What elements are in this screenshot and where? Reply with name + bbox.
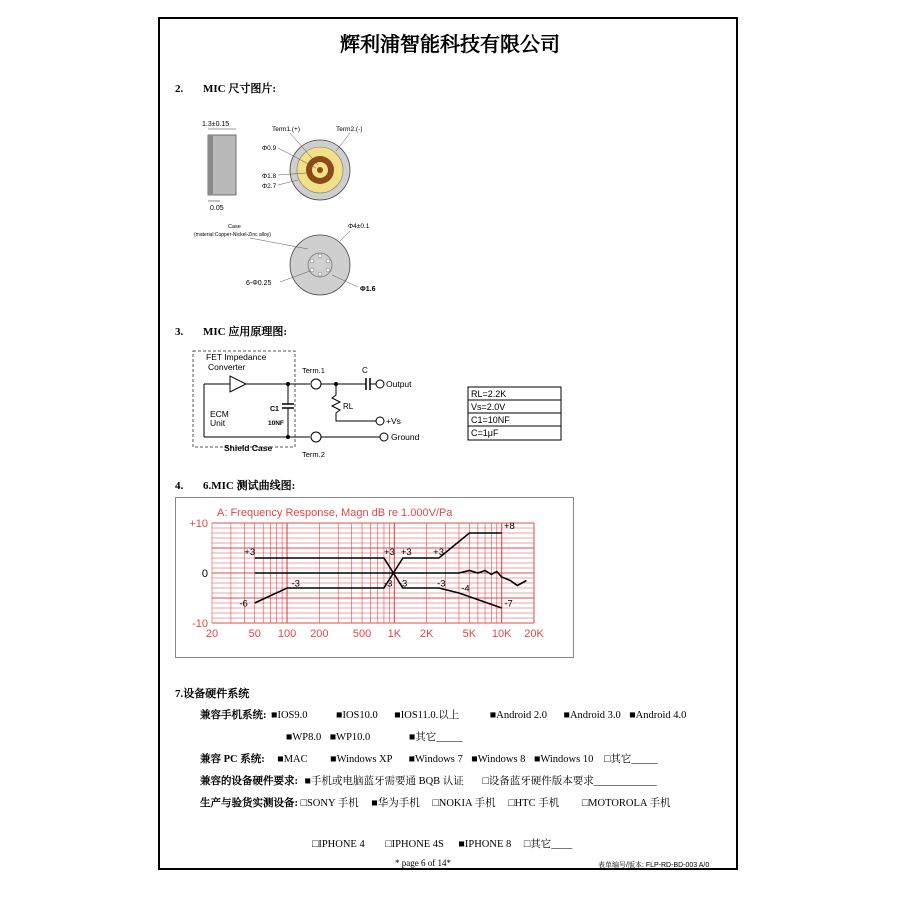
cap-c-label: C [362, 366, 368, 375]
chart-annotation: +3 [244, 547, 256, 558]
term2-label: Term.2 [302, 450, 325, 459]
c1-value: 10NF [268, 420, 284, 427]
pc-system-row [200, 751, 730, 766]
spec-row: C=1μF [471, 428, 499, 438]
spec-table [468, 387, 561, 440]
chart-annotation: -4 [461, 583, 470, 595]
option: □NOKIA 手机 [432, 798, 496, 809]
phi-outer: Φ4±0.1 [348, 223, 370, 230]
y-tick-label: +10 [189, 518, 208, 530]
section-title: MIC 应用原理图: [203, 326, 288, 338]
phi-16: Φ1.6 [360, 286, 376, 293]
chart-annotation: -6 [239, 598, 248, 610]
y-tick-label: -10 [192, 618, 208, 630]
option: ■Android 2.0 [489, 710, 547, 721]
x-tick-label: 50 [248, 628, 261, 640]
option: ■Windows 7 [408, 754, 463, 765]
term1-label: Term.1 [302, 366, 325, 375]
option: ■其它_____ [408, 732, 463, 743]
option: ■Windows XP [330, 754, 393, 765]
test-device-row [200, 795, 740, 810]
rl-label: RL [343, 402, 354, 411]
holes-label: 6-Φ0.25 [246, 280, 272, 287]
option: ■华为手机 [371, 798, 420, 809]
case-material: (material:Copper-Nickel-Zinc alloy) [194, 232, 271, 238]
chart-annotation: -3 [291, 578, 300, 590]
phi-09: Φ0.9 [262, 145, 277, 152]
option: ■WP8.0 [286, 732, 322, 743]
x-tick-label: 2K [419, 628, 434, 640]
chart-annotation: +3 [383, 547, 395, 558]
company-name: 辉利浦智能科技有限公司 [340, 32, 560, 56]
term2-label: Term2.(-) [336, 126, 363, 133]
chart-annotation: +3 [433, 547, 445, 558]
hardware-requirement-row [200, 773, 730, 788]
test-label: 生产与验货实测设备: [200, 798, 298, 809]
case-label: Case [228, 224, 241, 230]
option: ■IOS11.0.以上 [394, 710, 460, 721]
x-tick-label: 5K [462, 628, 477, 640]
section-2-heading [175, 80, 276, 96]
hw-label: 兼容的设备硬件要求: [200, 776, 298, 787]
section-number: 4. [175, 480, 184, 492]
section-number: 3. [175, 326, 184, 338]
frequency-response-chart [175, 497, 575, 659]
term1-terminal [311, 379, 321, 389]
option: ■Android 4.0 [629, 710, 687, 721]
fet-line1: FET Impedance [206, 352, 267, 362]
option: ■IOS9.0 [271, 710, 308, 721]
c1-label: C1 [270, 406, 279, 413]
mic-side-edge [208, 135, 213, 195]
shield-case-label: Shield Case [224, 443, 273, 453]
fet-amplifier-symbol [230, 376, 246, 392]
chart-annotation: -3 [437, 578, 446, 590]
dim-thickness: 1.3±0.15 [202, 121, 230, 128]
section-4-heading [175, 477, 295, 493]
dim-base: 0.05 [210, 205, 224, 212]
option: ■Android 3.0 [563, 710, 621, 721]
chart-annotation: +3 [400, 547, 412, 558]
spec-row: Vs=2.0V [471, 402, 506, 412]
fet-line2: Converter [208, 362, 246, 372]
x-tick-label: 1K [387, 628, 402, 640]
chart-annotation: -7 [504, 598, 513, 610]
phi-27: Φ2.7 [262, 183, 277, 190]
x-tick-label: 10K [491, 628, 512, 640]
spec-row: RL=2.2K [471, 389, 507, 399]
chart-annotation: -3 [398, 578, 408, 590]
mic-back-view [290, 235, 350, 295]
phone-system-row [200, 707, 730, 722]
term2-terminal [311, 432, 321, 442]
section-3-heading [175, 323, 287, 339]
option: ■WP10.0 [329, 732, 371, 743]
option: □其它_____ [603, 754, 658, 765]
phone-label: 兼容手机系统: [200, 710, 267, 721]
mic-schematic [190, 347, 580, 462]
mic-dimension-drawing [190, 115, 400, 300]
page-number: * page 6 of 14* [395, 858, 451, 868]
option: □IPHONE 4S [385, 839, 444, 850]
vs-label: +Vs [386, 416, 401, 426]
ground-label: Ground [391, 432, 420, 442]
form-number: 表单编号/版本: FLP-RD-BD-003 A/0 [598, 862, 710, 869]
x-tick-label: 200 [310, 628, 329, 640]
test-device-row-2 [312, 836, 712, 851]
phone-system-row-2 [286, 729, 706, 744]
x-tick-label: 100 [277, 628, 297, 640]
chart-title: A: Frequency Response, Magn dB re 1.000V/Pa [217, 507, 453, 519]
option: □其它____ [523, 839, 573, 850]
option: ■Windows 10 [534, 754, 594, 765]
x-tick-label: 500 [352, 628, 372, 640]
term1-center [317, 167, 323, 173]
section-7-heading: 7.设备硬件系统 [175, 688, 250, 700]
section-title: MIC 尺寸图片: [203, 83, 277, 95]
option: ■IPHONE 8 [458, 839, 512, 850]
option: ■IOS10.0 [336, 710, 378, 721]
ecm-line1: ECM [210, 409, 229, 419]
output-label: Output [386, 379, 412, 389]
section-number: 2. [175, 83, 184, 95]
phi-18: Φ1.8 [262, 173, 277, 180]
option: □IPHONE 4 [312, 839, 365, 850]
chart-annotation: +8 [503, 521, 515, 532]
term1-label: Term1.(+) [272, 126, 300, 133]
option: ■MAC [277, 754, 308, 765]
chart-annotation: -3 [383, 578, 393, 590]
option: □MOTOROLA 手机 [581, 798, 671, 809]
pc-label: 兼容 PC 系统: [200, 754, 265, 765]
option: □设备蓝牙硬件版本要求____________ [482, 776, 657, 787]
ecm-line2: Unit [210, 418, 226, 428]
option: □HTC 手机 [508, 798, 560, 809]
section-title: 6.MIC 测试曲线图: [203, 480, 296, 492]
y-tick-label: 0 [201, 568, 208, 580]
spec-row: C1=10NF [471, 415, 510, 425]
option: ■手机或电脑蓝牙需要通 BQB 认证 [304, 776, 464, 787]
x-tick-label: 20K [524, 628, 544, 640]
option: ■Windows 8 [471, 754, 526, 765]
option: □SONY 手机 [300, 798, 359, 809]
x-tick-label: 20 [205, 628, 219, 640]
